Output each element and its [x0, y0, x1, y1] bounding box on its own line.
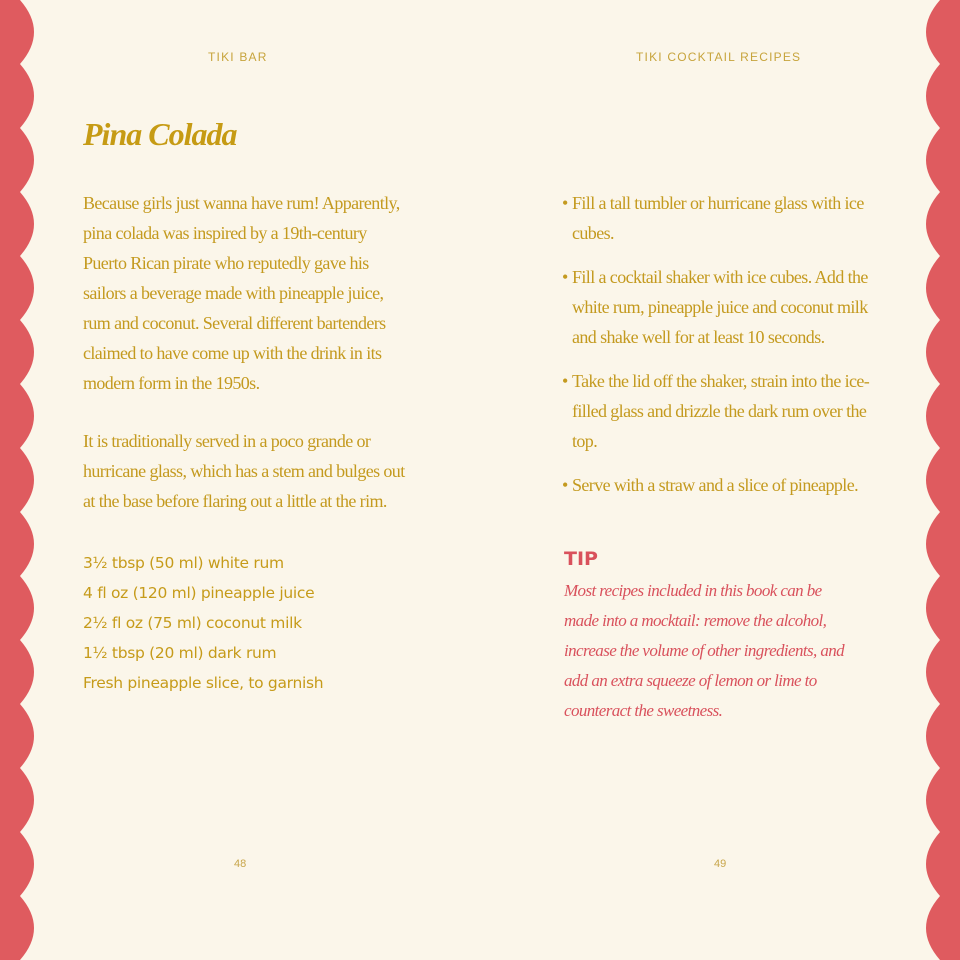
ingredient-item: 3½ tbsp (50 ml) white rum — [83, 554, 284, 572]
method-step-text: Fill a cocktail shaker with ice cubes. Add the white rum, pineapple juice and coconut milk and shake well for at least 10 seconds. — [572, 267, 868, 347]
right-scallop-shape — [926, 0, 960, 960]
method-steps — [562, 188, 884, 514]
left-scallop-svg — [0, 0, 36, 960]
ingredient-item: 4 fl oz (120 ml) pineapple juice — [83, 584, 315, 602]
bullet-icon: • — [562, 371, 568, 391]
method-step-text: Take the lid off the shaker, strain into the ice-filled glass and drizzle the dark rum over the top. — [572, 371, 870, 451]
running-head-right: TIKI COCKTAIL RECIPES — [636, 50, 802, 64]
recipe-title: Pina Colada — [83, 116, 237, 152]
page-number-right: 49 — [714, 858, 727, 870]
bullet-icon: • — [562, 193, 568, 213]
left-page — [36, 0, 480, 960]
ingredient-item: 1½ tbsp (20 ml) dark rum — [83, 644, 277, 662]
method-step — [562, 188, 884, 248]
method-step — [562, 262, 884, 352]
method-step-text: Serve with a straw and a slice of pineapple. — [572, 475, 858, 495]
right-scalloped-edge — [924, 0, 960, 960]
ingredient-list — [83, 548, 323, 698]
left-scalloped-edge — [0, 0, 36, 960]
intro-paragraph-2: It is traditionally served in a poco grande or hurricane glass, which has a stem and bulges out at the base before flaring out a little at the rim. — [83, 431, 405, 511]
bullet-icon: • — [562, 475, 568, 495]
page-number-left: 48 — [234, 858, 247, 870]
tip-heading: TIP — [564, 548, 598, 570]
tip-text: Most recipes included in this book can be made into a mocktail: remove the alcohol, increase the volume of other ingredients, and add an extra squeeze of lemon or lime to counteract the sweetness. — [564, 581, 845, 720]
method-step-text: Fill a tall tumbler or hurricane glass with ice cubes. — [572, 193, 864, 243]
right-scallop-svg — [924, 0, 960, 960]
method-step — [562, 366, 884, 456]
running-head-left: TIKI BAR — [208, 50, 268, 64]
ingredient-item: Fresh pineapple slice, to garnish — [83, 674, 324, 692]
intro-paragraph-1: Because girls just wanna have rum! Apparently, pina colada was inspired by a 19th-century Puerto Rican pirate who reputedly gave his sailors a beverage made with pineapple juice, rum and coconut. Several different bartenders claimed to have come up with the drink in its modern form in the 1950s. — [83, 193, 400, 393]
left-scallop-shape — [0, 0, 34, 960]
ingredient-item: 2½ fl oz (75 ml) coconut milk — [83, 614, 302, 632]
bullet-icon: • — [562, 267, 568, 287]
right-page — [480, 0, 924, 960]
method-step — [562, 470, 884, 500]
